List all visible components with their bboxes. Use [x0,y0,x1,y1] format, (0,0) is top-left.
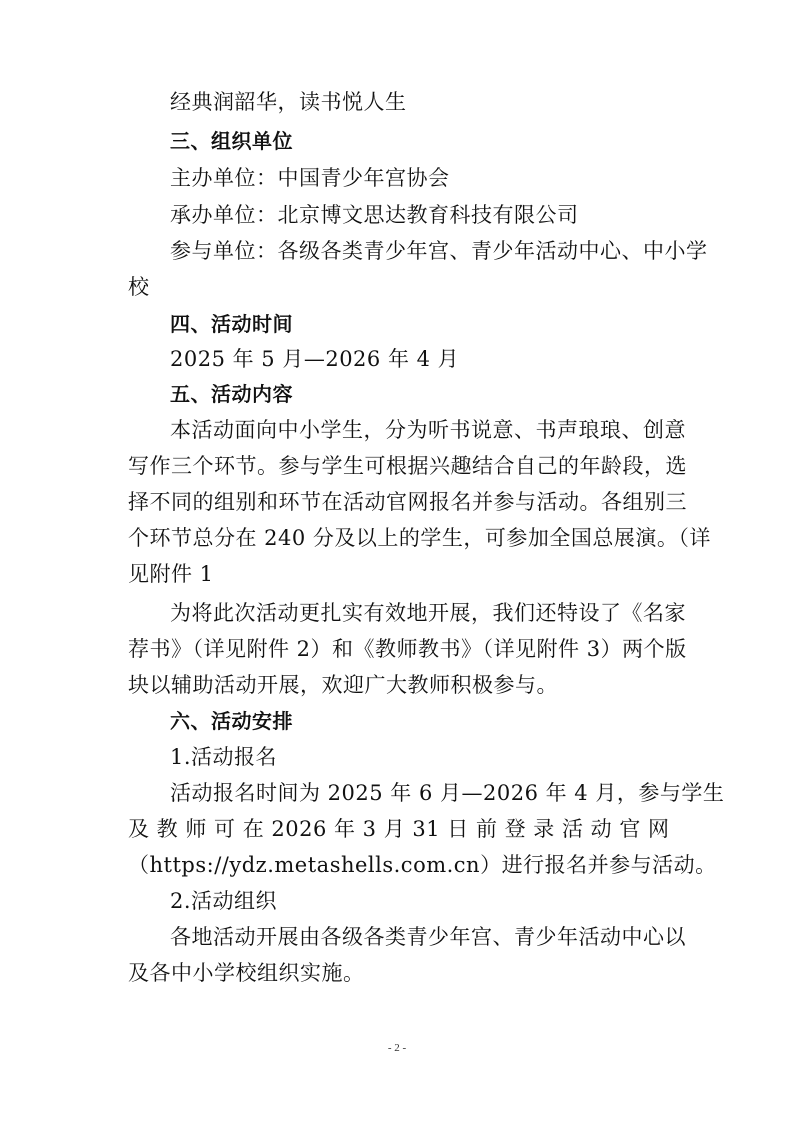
content-paragraph-line: 写作三个环节。参与学生可根据兴趣结合自己的年龄段，选 [128,454,687,478]
content-paragraph-line: 本活动面向中小学生，分为听书说意、书声琅琅、创意 [170,418,686,442]
section-heading-time: 四、活动时间 [170,312,293,336]
content-paragraph-line: 见附件 1 [128,562,214,586]
content-paragraph-line: 为将此次活动更扎实有效地开展，我们还特设了《名家 [170,601,686,625]
organizer-participants: 参与单位：各级各类青少年宫、青少年活动中心、中小学 [170,239,708,263]
theme-slogan: 经典润韶华，读书悦人生 [170,90,407,114]
activity-period: 2025 年 5 月—2026 年 4 月 [170,347,460,371]
organizer-undertaker: 承办单位：北京博文思达教育科技有限公司 [170,203,579,227]
subsection-registration: 1.活动报名 [170,745,278,769]
section-heading-content: 五、活动内容 [170,382,293,406]
organization-paragraph-line: 各地活动开展由各级各类青少年宫、青少年活动中心以 [170,925,686,949]
organizer-participants-cont: 校 [128,275,150,299]
page-number: - 2 - [387,1042,407,1054]
registration-url-line: （https://ydz.metashells.com.cn）进行报名并参与活动。 [128,853,717,877]
registration-paragraph-line: 及 教 师 可 在 2026 年 3 月 31 日 前 登 录 活 动 官 网 [128,817,670,841]
subsection-organization: 2.活动组织 [170,889,278,913]
content-paragraph-line: 择不同的组别和环节在活动官网报名并参与活动。各组别三 [128,490,687,514]
content-paragraph-line: 块以辅助活动开展，欢迎广大教师积极参与。 [128,673,558,697]
organizer-host: 主办单位：中国青少年宫协会 [170,166,450,190]
registration-paragraph-line: 活动报名时间为 2025 年 6 月—2026 年 4 月，参与学生 [170,781,725,805]
content-paragraph-line: 荐书》（详见附件 2）和《教师教书》（详见附件 3）两个版 [128,637,687,661]
section-heading-organizers: 三、组织单位 [170,129,293,153]
section-heading-arrangement: 六、活动安排 [170,709,293,733]
content-paragraph-line: 个环节总分在 240 分及以上的学生，可参加全国总展演。（详 [128,526,711,550]
organization-paragraph-line: 及各中小学校组织实施。 [128,961,365,985]
